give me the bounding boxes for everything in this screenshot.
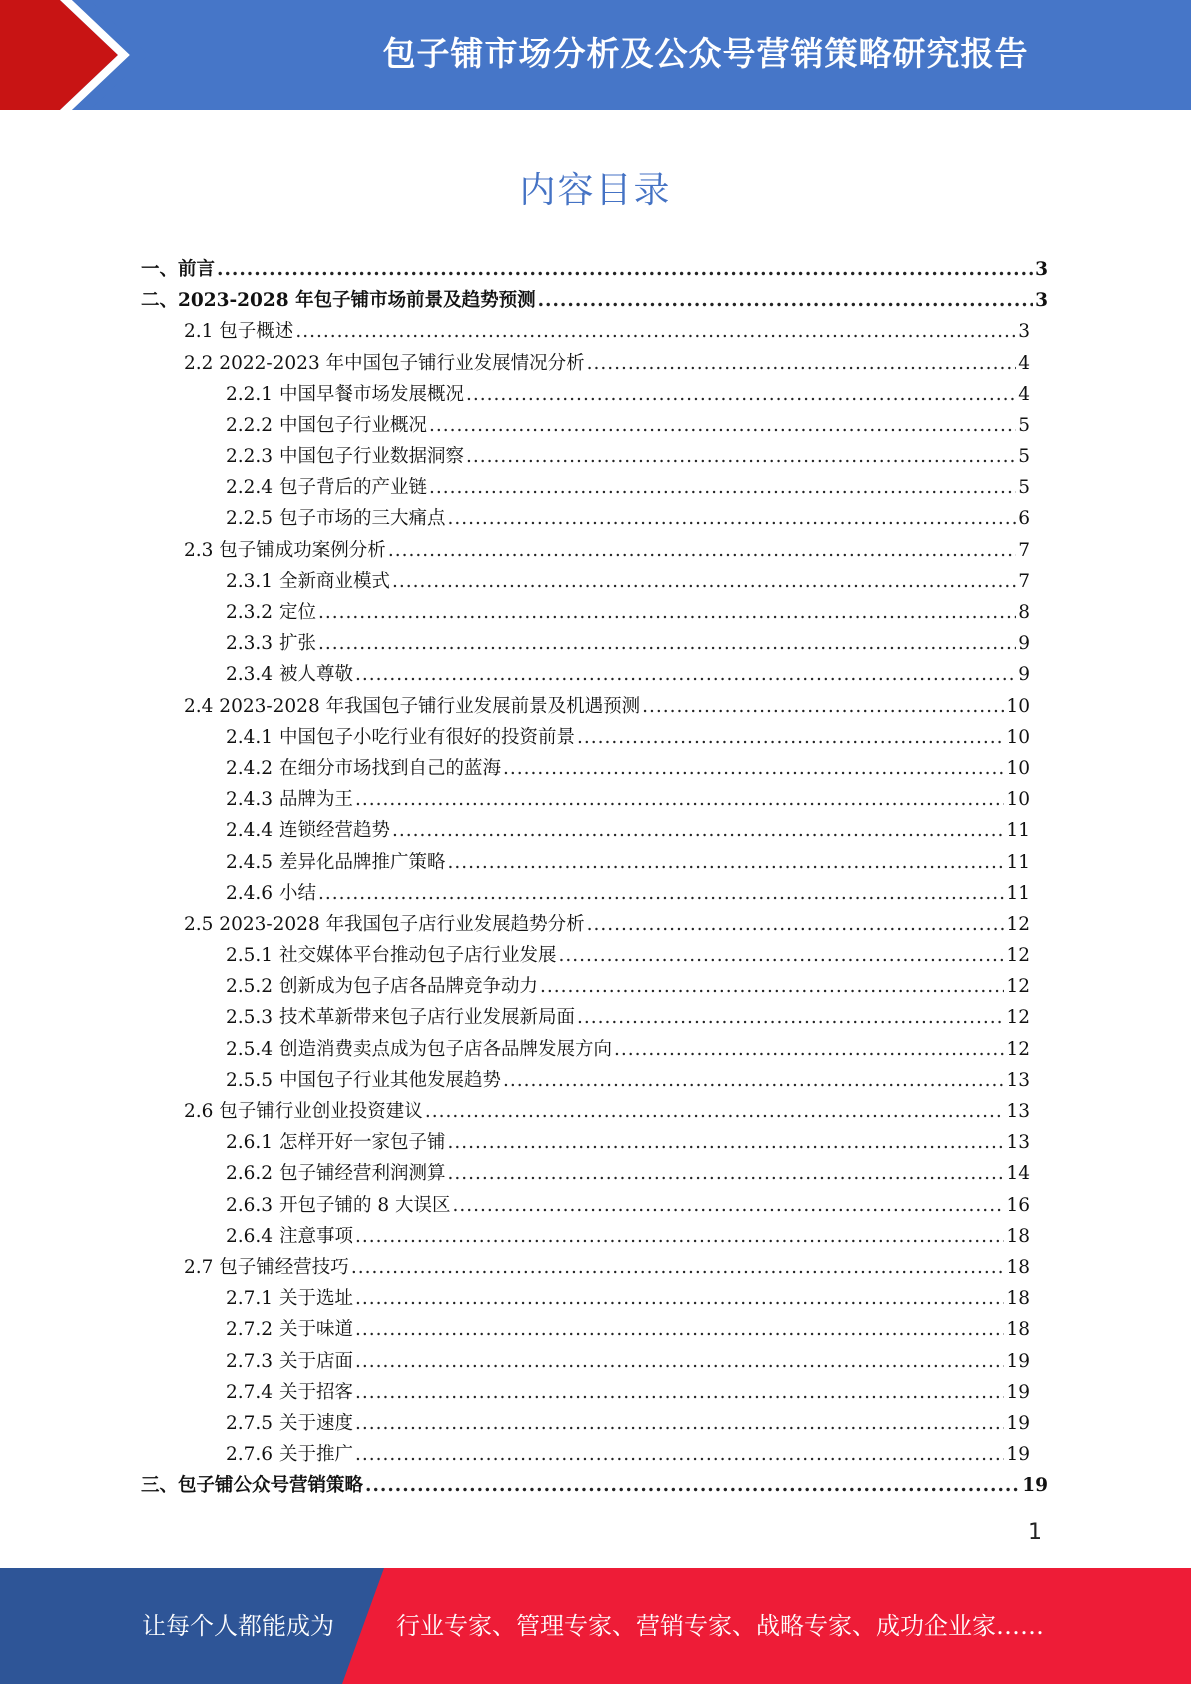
toc-dot-leader	[577, 722, 1004, 753]
toc-entry-page: 10	[1006, 695, 1030, 717]
toc-entry[interactable]	[141, 348, 1048, 379]
toc-entry-label: 2.6.4 注意事项	[226, 1225, 353, 1247]
toc-entry-page: 12	[1006, 1038, 1030, 1060]
toc-dot-leader	[392, 566, 1016, 597]
toc-entry-label: 2.2.2 中国包子行业概况	[226, 414, 427, 436]
toc-dot-leader	[538, 285, 1034, 316]
toc-entry-label: 2.2.4 包子背后的产业链	[226, 477, 427, 499]
toc-entry-label: 2.4.6 小结	[226, 882, 316, 904]
toc-entry-label: 2.7.6 关于推广	[226, 1444, 353, 1466]
header-band	[0, 0, 1191, 110]
toc-entry-page: 11	[1006, 851, 1030, 873]
toc-entry-page: 19	[1006, 1444, 1030, 1466]
toc-dot-leader	[453, 1190, 1005, 1221]
toc-entry-page: 18	[1006, 1225, 1030, 1247]
toc-entry-page: 19	[1006, 1381, 1030, 1403]
toc-entry[interactable]	[141, 472, 1048, 503]
toc-entry-label: 2.3.1 全新商业模式	[226, 570, 390, 592]
toc-entry-label: 2.7.2 关于味道	[226, 1319, 353, 1341]
toc-entry[interactable]	[141, 722, 1048, 753]
toc-entry[interactable]	[141, 753, 1048, 784]
footer-slogan-left: 让每个人都能成为	[142, 1612, 334, 1640]
toc-dot-leader	[503, 1065, 1004, 1096]
toc-dot-leader	[355, 1408, 1005, 1439]
toc-entry-page: 5	[1018, 477, 1030, 499]
toc-entry[interactable]	[141, 1127, 1048, 1158]
toc-dot-leader	[614, 1034, 1004, 1065]
toc-entry[interactable]	[141, 1096, 1048, 1127]
toc-entry-page: 10	[1006, 789, 1030, 811]
toc-dot-leader	[355, 1439, 1005, 1470]
toc-entry-label: 2.6.3 开包子铺的 8 大误区	[226, 1194, 451, 1216]
toc-entry-page: 9	[1018, 664, 1030, 686]
toc-dot-leader	[355, 1377, 1005, 1408]
toc-entry-label: 2.2.1 中国早餐市场发展概况	[226, 383, 464, 405]
table-of-contents	[141, 254, 1048, 1502]
toc-entry[interactable]	[141, 659, 1048, 690]
toc-entry-label: 2.4 2023-2028 年我国包子铺行业发展前景及机遇预测	[184, 695, 641, 717]
toc-dot-leader	[425, 1096, 1005, 1127]
toc-entry-label: 2.3.3 扩张	[226, 633, 316, 655]
toc-dot-leader	[577, 1002, 1004, 1033]
toc-entry-page: 5	[1018, 414, 1030, 436]
toc-dot-leader	[447, 1127, 1004, 1158]
toc-entry-label: 2.7 包子铺经营技巧	[184, 1256, 349, 1278]
toc-entry-page: 12	[1006, 945, 1030, 967]
toc-dot-leader	[318, 878, 1005, 909]
toc-entry-label: 2.4.5 差异化品牌推广策略	[226, 851, 446, 873]
toc-dot-leader	[587, 348, 1017, 379]
toc-entry[interactable]	[141, 1158, 1048, 1189]
toc-dot-leader	[355, 1346, 1005, 1377]
toc-entry-page: 13	[1006, 1132, 1030, 1154]
toc-dot-leader	[429, 410, 1016, 441]
toc-dot-leader	[503, 753, 1004, 784]
toc-entry-page: 14	[1006, 1163, 1030, 1185]
toc-entry-label: 2.7.3 关于店面	[226, 1350, 353, 1372]
toc-dot-leader	[355, 1283, 1005, 1314]
toc-dot-leader	[388, 535, 1016, 566]
toc-entry-label: 2.2.5 包子市场的三大痛点	[226, 508, 446, 530]
toc-entry-page: 13	[1006, 1101, 1030, 1123]
toc-entry-page: 3	[1035, 258, 1048, 280]
toc-entry-page: 18	[1006, 1288, 1030, 1310]
toc-entry[interactable]	[141, 1003, 1048, 1034]
toc-dot-leader	[392, 815, 1004, 846]
toc-entry[interactable]	[141, 815, 1048, 846]
toc-entry-page: 3	[1018, 321, 1030, 343]
toc-entry[interactable]	[141, 1470, 1048, 1501]
toc-entry-label: 2.7.5 关于速度	[226, 1412, 353, 1434]
toc-entry-page: 19	[1006, 1350, 1030, 1372]
toc-dot-leader	[558, 940, 1004, 971]
toc-entry-page: 3	[1035, 290, 1048, 312]
footer-band	[0, 1568, 1191, 1684]
toc-entry-label: 2.6.1 怎样开好一家包子铺	[226, 1132, 446, 1154]
toc-entry-page: 5	[1018, 446, 1030, 468]
toc-dot-leader	[295, 316, 1016, 347]
toc-entry[interactable]	[141, 1065, 1048, 1096]
toc-entry-label: 一、前言	[141, 258, 216, 280]
toc-entry[interactable]	[141, 909, 1048, 940]
toc-dot-leader	[587, 909, 1005, 940]
toc-entry-label: 2.1 包子概述	[184, 321, 294, 343]
toc-entry-page: 11	[1006, 820, 1030, 842]
toc-entry[interactable]	[141, 940, 1048, 971]
toc-entry-label: 2.5.1 社交媒体平台推动包子店行业发展	[226, 945, 557, 967]
toc-entry-label: 2.2 2022-2023 年中国包子铺行业发展情况分析	[184, 352, 585, 374]
toc-entry-page: 12	[1006, 1007, 1030, 1029]
toc-entry-label: 2.7.1 关于选址	[226, 1288, 353, 1310]
toc-dot-leader	[365, 1470, 1020, 1501]
toc-entry-page: 10	[1006, 757, 1030, 779]
toc-dot-leader	[355, 784, 1005, 815]
toc-entry[interactable]	[141, 566, 1048, 597]
toc-heading: 内容目录	[519, 170, 672, 211]
toc-dot-leader	[447, 503, 1016, 534]
page-number: 1	[1028, 1520, 1042, 1545]
toc-entry[interactable]	[141, 1439, 1048, 1470]
toc-entry-label: 2.6.2 包子铺经营利润测算	[226, 1163, 446, 1185]
toc-entry-label: 2.7.4 关于招客	[226, 1381, 353, 1403]
toc-entry[interactable]	[141, 504, 1048, 535]
toc-entry[interactable]	[141, 1408, 1048, 1439]
toc-entry-page: 10	[1006, 726, 1030, 748]
toc-dot-leader	[429, 472, 1016, 503]
toc-entry[interactable]	[141, 1346, 1048, 1377]
toc-entry-page: 19	[1022, 1475, 1048, 1497]
toc-entry-page: 12	[1006, 913, 1030, 935]
toc-entry-page: 8	[1018, 602, 1030, 624]
toc-entry-page: 9	[1018, 633, 1030, 655]
toc-dot-leader	[217, 254, 1033, 285]
toc-dot-leader	[355, 659, 1016, 690]
toc-entry[interactable]	[141, 847, 1048, 878]
toc-entry[interactable]	[141, 254, 1048, 285]
toc-entry-label: 三、包子铺公众号营销策略	[141, 1475, 364, 1497]
toc-entry[interactable]	[141, 971, 1048, 1002]
toc-entry-label: 2.5.2 创新成为包子店各品牌竞争动力	[226, 976, 538, 998]
toc-entry[interactable]	[141, 379, 1048, 410]
toc-entry-label: 2.4.1 中国包子小吃行业有很好的投资前景	[226, 726, 575, 748]
toc-dot-leader	[318, 597, 1016, 628]
toc-dot-leader	[642, 691, 1004, 722]
toc-entry[interactable]	[141, 597, 1048, 628]
toc-entry[interactable]	[141, 1034, 1048, 1065]
toc-dot-leader	[466, 379, 1016, 410]
toc-entry[interactable]	[141, 1221, 1048, 1252]
toc-dot-leader	[466, 441, 1016, 472]
toc-entry-label: 2.3.2 定位	[226, 602, 316, 624]
toc-entry-page: 18	[1006, 1319, 1030, 1341]
footer-slogan-right: 行业专家、管理专家、营销专家、战略专家、成功企业家……	[396, 1612, 1044, 1640]
toc-entry[interactable]	[141, 285, 1048, 316]
toc-entry-page: 16	[1006, 1194, 1030, 1216]
toc-entry-page: 7	[1018, 570, 1030, 592]
toc-entry[interactable]	[141, 410, 1048, 441]
toc-entry[interactable]	[141, 878, 1048, 909]
toc-entry[interactable]	[141, 316, 1048, 347]
toc-entry-label: 2.5.4 创造消费卖点成为包子店各品牌发展方向	[226, 1038, 612, 1060]
toc-dot-leader	[540, 971, 1004, 1002]
toc-dot-leader	[355, 1221, 1005, 1252]
toc-entry-page: 18	[1006, 1256, 1030, 1278]
toc-entry[interactable]	[141, 441, 1048, 472]
toc-entry-page: 6	[1018, 508, 1030, 530]
toc-entry-label: 2.5.3 技术革新带来包子店行业发展新局面	[226, 1007, 575, 1029]
toc-entry[interactable]	[141, 535, 1048, 566]
toc-entry[interactable]	[141, 1377, 1048, 1408]
toc-entry-label: 2.4.3 品牌为王	[226, 789, 353, 811]
toc-entry-page: 13	[1006, 1069, 1030, 1091]
toc-dot-leader	[355, 1314, 1005, 1345]
toc-entry-label: 2.3.4 被人尊敬	[226, 664, 353, 686]
toc-entry-label: 2.5 2023-2028 年我国包子店行业发展趋势分析	[184, 913, 585, 935]
toc-entry-label: 2.4.2 在细分市场找到自己的蓝海	[226, 757, 501, 779]
toc-entry-label: 2.6 包子铺行业创业投资建议	[184, 1101, 423, 1123]
toc-entry[interactable]	[141, 1283, 1048, 1314]
toc-entry-label: 2.5.5 中国包子行业其他发展趋势	[226, 1069, 501, 1091]
toc-entry[interactable]	[141, 784, 1048, 815]
toc-dot-leader	[447, 1158, 1004, 1189]
toc-entry-page: 11	[1006, 882, 1030, 904]
toc-entry-label: 2.4.4 连锁经营趋势	[226, 820, 390, 842]
toc-entry[interactable]	[141, 1252, 1048, 1283]
toc-entry-page: 4	[1018, 352, 1030, 374]
toc-entry[interactable]	[141, 691, 1048, 722]
toc-entry[interactable]	[141, 628, 1048, 659]
toc-dot-leader	[351, 1252, 1005, 1283]
toc-entry[interactable]	[141, 1190, 1048, 1221]
toc-dot-leader	[447, 847, 1004, 878]
toc-entry-page: 7	[1018, 539, 1030, 561]
toc-entry-label: 2.2.3 中国包子行业数据洞察	[226, 446, 464, 468]
toc-entry-page: 4	[1018, 383, 1030, 405]
report-title: 包子铺市场分析及公众号营销策略研究报告	[382, 34, 1029, 73]
header-arrow-decoration	[0, 0, 160, 110]
toc-dot-leader	[318, 628, 1016, 659]
toc-entry-label: 2.3 包子铺成功案例分析	[184, 539, 386, 561]
toc-entry-page: 12	[1006, 976, 1030, 998]
toc-entry-label: 二、2023-2028 年包子铺市场前景及趋势预测	[141, 290, 536, 312]
toc-entry-page: 19	[1006, 1412, 1030, 1434]
toc-entry[interactable]	[141, 1314, 1048, 1345]
